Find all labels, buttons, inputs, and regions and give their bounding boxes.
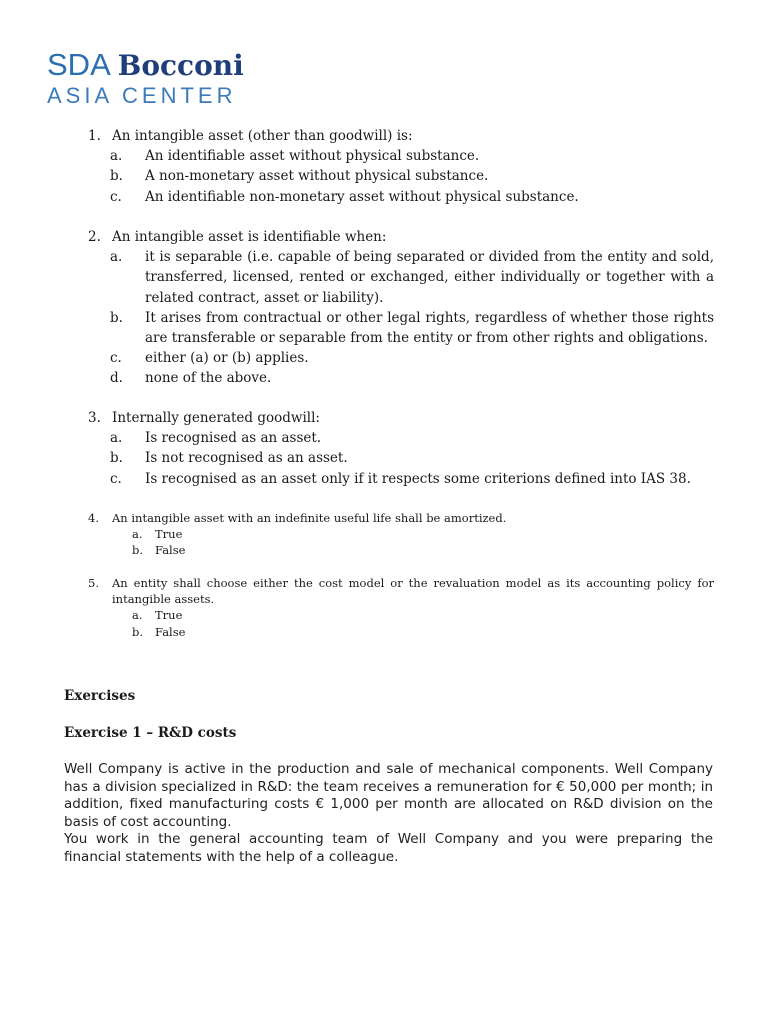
option-text: Is recognised as an asset only if it respects some criterions defined into IAS 38. — [145, 470, 691, 487]
option-text: An identifiable asset without physical substance. — [145, 148, 480, 165]
question-number: 1. — [88, 128, 101, 144]
question-number: 4. — [88, 511, 99, 525]
question-number: 3. — [88, 410, 101, 426]
logo-sda: SDA — [47, 47, 110, 82]
option-label: c. — [110, 188, 122, 205]
option-label: a. — [110, 430, 123, 447]
option-label: a. — [110, 148, 123, 165]
question-2 — [88, 227, 714, 389]
option-text: none of the above. — [145, 370, 272, 387]
option-label: d. — [110, 370, 123, 387]
option-item — [88, 542, 714, 558]
option-item — [88, 469, 714, 489]
option-label: c. — [110, 470, 122, 487]
option-label: b. — [110, 309, 123, 326]
option-text: either (a) or (b) applies. — [145, 350, 309, 367]
option-label: a. — [132, 608, 143, 623]
option-text: It arises from contractual or other legal rights, regardless of whether those rights are transferable or separable from the entity or from other rights and obligations. — [145, 309, 714, 347]
question-number: 5. — [88, 576, 99, 590]
option-text: An identifiable non-monetary asset without physical substance. — [145, 188, 579, 205]
option-text: False — [155, 624, 186, 639]
exercise-1-paragraph-2: You work in the general accounting team of Well Company and you were preparing the financial statements with the help of a colleague. — [64, 831, 713, 865]
option-label: c. — [110, 350, 122, 367]
logo-bocconi: Bocconi — [117, 49, 244, 82]
option-text: True — [155, 527, 183, 542]
option-label: b. — [110, 450, 123, 467]
option-text: A non-monetary asset without physical substance. — [145, 168, 489, 185]
option-label: b. — [132, 624, 144, 639]
option-text: False — [155, 543, 186, 558]
option-item — [88, 348, 714, 368]
option-label: a. — [110, 249, 123, 266]
option-item — [88, 607, 714, 623]
sda-bocconi-logo — [47, 48, 244, 107]
option-item — [88, 187, 714, 207]
question-number: 2. — [88, 229, 101, 245]
option-text: Is not recognised as an asset. — [145, 450, 348, 467]
question-text: Internally generated goodwill: — [112, 410, 320, 426]
option-item — [88, 624, 714, 640]
option-text: Is recognised as an asset. — [145, 430, 322, 447]
option-item — [88, 247, 714, 308]
question-text: An entity shall choose either the cost model or the revaluation model as its accounting policy for intangible assets. — [112, 576, 714, 607]
question-text: An intangible asset with an indefinite useful life shall be amortized. — [112, 511, 507, 525]
option-text: True — [155, 608, 183, 623]
option-item — [88, 368, 714, 388]
question-3 — [88, 408, 714, 489]
option-item — [88, 526, 714, 542]
option-item — [88, 428, 714, 448]
logo-title — [47, 48, 244, 83]
exercise-1-paragraph-1: Well Company is active in the production and sale of mechanical components. Well Company has a division specialized in R&D: the team receives a remuneration for € 50,000 per month; in addition, fixed manufacturing costs € 1,000 per month are allocated on R&D division on the basis of cost accounting. — [64, 761, 713, 830]
exercise-1-title: Exercise 1 – R&D costs — [64, 725, 237, 741]
option-text: it is separable (i.e. capable of being separated or divided from the entity and sold, transferred, licensed, rented or exchanged, either individually or together with a related contract, asset or liability). — [145, 249, 714, 306]
question-4 — [88, 510, 714, 559]
option-item — [88, 308, 714, 348]
question-1 — [88, 126, 714, 207]
logo-subtitle: ASIA CENTER — [47, 83, 237, 108]
question-5 — [88, 575, 714, 640]
option-label: b. — [132, 543, 144, 558]
question-text: An intangible asset is identifiable when: — [112, 229, 387, 245]
exercises-heading: Exercises — [64, 688, 136, 704]
question-text: An intangible asset (other than goodwill) is: — [112, 128, 413, 144]
option-item — [88, 166, 714, 186]
option-item — [88, 146, 714, 166]
option-item — [88, 448, 714, 468]
option-label: a. — [132, 527, 143, 542]
option-label: b. — [110, 168, 123, 185]
